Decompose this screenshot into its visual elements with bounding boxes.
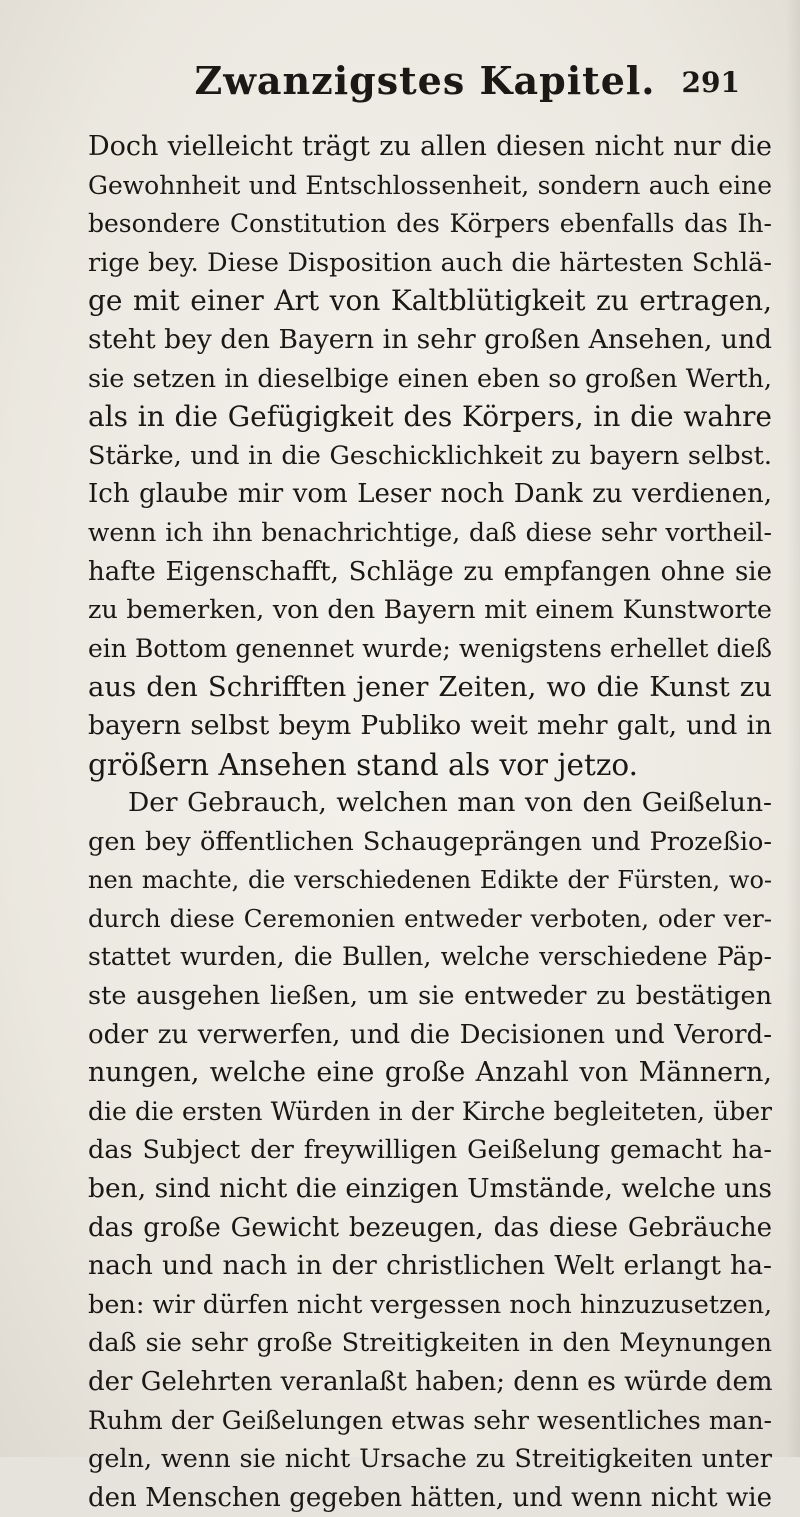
text-line: ste ausgehen ließen, um sie entweder zu bestätigen (88, 981, 772, 1012)
text-line: das Subject der freywilligen Geißelung gemacht ha- (88, 1135, 772, 1166)
text-line: nen machte, die verschiedenen Edikte der Fürsten, wo- (88, 866, 772, 895)
page-number: 291 (681, 66, 740, 99)
text-line: nungen, welche eine große Anzahl von Männern, (88, 1057, 772, 1089)
text-line-paragraph-end: größern Ansehen stand als vor jetzo. (88, 747, 639, 782)
text-line: steht bey den Bayern in sehr großen Ansehen, und (88, 323, 772, 355)
running-head: Zwanzigstes Kapitel. (194, 58, 656, 103)
text-line: aus den Schrifften jener Zeiten, wo die Kunst zu (88, 671, 772, 704)
text-line: als in die Gefügigkeit des Körpers, in die wahre (88, 400, 772, 434)
text-line: den Menschen gegeben hätten, und wenn nicht wie (88, 1482, 772, 1513)
text-line: ge mit einer Art von Kaltblütigkeit zu ertragen, (88, 284, 772, 318)
text-line: ben, sind nicht die einzigen Umstände, welche uns (88, 1173, 772, 1205)
text-line: die die ersten Würden in der Kirche begleiteten, über (88, 1096, 772, 1126)
text-line: Gewohnheit und Entschlossenheit, sondern auch eine (88, 170, 772, 200)
text-line: Ich glaube mir vom Leser noch Dank zu verdienen, (88, 479, 772, 510)
text-line: Doch vielleicht trägt zu allen diesen nicht nur die (88, 131, 772, 162)
text-line: nach und nach in der christlichen Welt erlangt ha- (88, 1250, 772, 1282)
text-line: Ruhm der Geißelungen etwas sehr wesentliches man- (88, 1405, 772, 1435)
text-line: oder zu verwerfen, und die Decisionen und Verord- (88, 1019, 772, 1050)
text-line: der Gelehrten veranlaßt haben; denn es würde dem (88, 1367, 772, 1397)
text-line: rige bey. Diese Disposition auch die härtesten Schlä- (88, 247, 772, 278)
body-text (88, 128, 772, 1517)
text-line: stattet wurden, die Bullen, welche verschiedene Päp- (88, 942, 772, 972)
text-line: zu bemerken, von den Bayern mit einem Kunstworte (88, 595, 772, 626)
text-line: daß sie sehr große Streitigkeiten in den Meynungen (88, 1328, 772, 1359)
text-line: wenn ich ihn benachrichtige, daß diese sehr vortheil- (88, 517, 772, 547)
page-header (100, 58, 760, 108)
text-line: ben: wir dürfen nicht vergessen noch hinzuzusetzen, (88, 1289, 772, 1320)
text-line: das große Gewicht bezeugen, das diese Gebräuche (88, 1212, 772, 1243)
text-line: besondere Constitution des Körpers ebenfalls das Ih- (88, 209, 772, 239)
text-line-paragraph-start: Der Gebrauch, welchen man von den Geißelun- (128, 787, 772, 819)
text-line: durch diese Ceremonien entweder verboten, oder ver- (88, 903, 772, 933)
text-line: Stärke, und in die Geschicklichkeit zu bayern selbst. (88, 440, 772, 471)
text-line: gen bey öffentlichen Schaugeprängen und Prozeßio- (88, 826, 772, 857)
page-edge-shadow (786, 0, 800, 1457)
text-line: ein Bottom genennet wurde; wenigstens erhellet dieß (88, 633, 772, 663)
text-line: bayern selbst beym Publiko weit mehr galt, und in (88, 709, 772, 741)
text-line: sie setzen in dieselbige einen eben so großen Werth, (88, 363, 772, 394)
text-line: geln, wenn sie nicht Ursache zu Streitigkeiten unter (88, 1444, 772, 1475)
text-line: hafte Eigenschafft, Schläge zu empfangen ohne sie (88, 556, 772, 587)
